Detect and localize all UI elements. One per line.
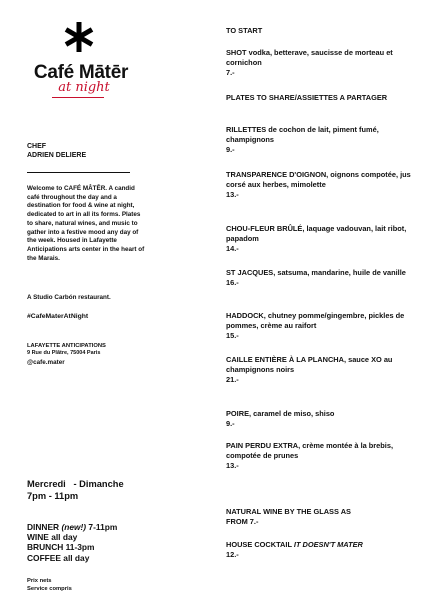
section-to-start: TO START	[226, 26, 263, 35]
item-name: CHOU-FLEUR BRÛLÉ, laquage vadouvan, lait ribot, papadom	[226, 224, 407, 243]
item-price: 21.-	[226, 375, 239, 384]
wine-by-glass: NATURAL WINE BY THE GLASS AS FROM 7.-	[226, 507, 351, 526]
cocktail-name: IT DOESN'T MATER	[293, 540, 363, 549]
menu-item	[226, 125, 412, 155]
brunch-service: BRUNCH 11-3pm	[27, 542, 95, 552]
service-compris: Service compris	[27, 586, 72, 592]
item-price: 13.-	[226, 190, 239, 199]
item-price: 13.-	[226, 461, 239, 470]
dinner-hours: 7-11pm	[88, 522, 118, 532]
item-price: 16.-	[226, 278, 239, 287]
venue-address: 9 Rue du Plâtre, 75004 Paris	[27, 350, 101, 356]
wine-service: WINE all day	[27, 532, 78, 542]
menu-item	[226, 224, 412, 254]
menu-item	[226, 311, 412, 341]
chef-name: ADRIEN DELIERE	[27, 152, 87, 159]
menu-item-shot	[226, 48, 412, 78]
venue-name: LAFAYETTE ANTICIPATIONS	[27, 343, 106, 349]
divider	[27, 172, 130, 173]
house-cocktail	[226, 540, 412, 560]
hashtag: #CafeMaterAtNight	[27, 313, 89, 320]
item-name: ST JACQUES, satsuma, mandarine, huile de vanille	[226, 268, 406, 277]
brand-tagline: at night	[58, 80, 110, 95]
brand-logo: Café Mātēr	[33, 62, 129, 83]
coffee-service: COFFEE all day	[27, 553, 90, 563]
instagram-handle: @cafe.mater	[27, 359, 65, 366]
prix-nets: Prix nets	[27, 578, 52, 584]
item-price: 14.-	[226, 244, 239, 253]
item-name: RILLETTES de cochon de lait, piment fumé, champignons	[226, 125, 379, 144]
item-price: 7.-	[226, 68, 235, 77]
opening-hours: 7pm - 11pm	[27, 491, 79, 501]
menu-item	[226, 355, 412, 385]
chef-label: CHEF	[27, 143, 47, 150]
asterisk-logo-icon	[62, 20, 96, 54]
intro-text: Welcome to CAFÉ MÂTĒR. A candid café throughout the day and a destination for food & wine at night, dedicated to art in all its forms. Plates to share, natural wines, and music to gather into a festive mood any day of the week. Housed in Lafayette Anticipations arts center in the heart of the Marais.	[27, 185, 145, 262]
item-name: HADDOCK, chutney pomme/gingembre, pickles de pommes, crème au raifort	[226, 311, 405, 330]
item-price: 9.-	[226, 145, 235, 154]
item-name: PAIN PERDU EXTRA, crème montée à la brebis, compotée de prunes	[226, 441, 394, 460]
item-price: 9.-	[226, 419, 235, 428]
item-price: 15.-	[226, 331, 239, 340]
item-name: TRANSPARENCE D'OIGNON, oignons compotée, jus corsé aux herbes, mimolette	[226, 170, 411, 189]
item-name: POIRE, caramel de miso, shiso	[226, 409, 335, 418]
menu-item	[226, 170, 412, 200]
dinner-label: DINNER	[27, 522, 60, 532]
opening-days: Mercredi - Dimanche	[27, 479, 124, 489]
dessert-item	[226, 441, 412, 471]
cocktail-label: HOUSE COCKTAIL	[226, 540, 292, 549]
cocktail-price: 12.-	[226, 550, 239, 559]
dinner-service	[27, 522, 117, 532]
dessert-item	[226, 409, 412, 429]
section-plates-to-share: PLATES TO SHARE/ASSIETTES A PARTAGER	[226, 93, 388, 102]
studio-credit: A Studio Carbón restaurant.	[27, 294, 111, 301]
item-name: CAILLE ENTIÈRE À LA PLANCHA, sauce XO au champignons noirs	[226, 355, 393, 374]
tagline-underline	[52, 97, 104, 98]
menu-item	[226, 268, 412, 288]
item-name: SHOT vodka, betterave, saucisse de morteau et cornichon	[226, 48, 393, 67]
dinner-new: (new!)	[61, 522, 87, 532]
